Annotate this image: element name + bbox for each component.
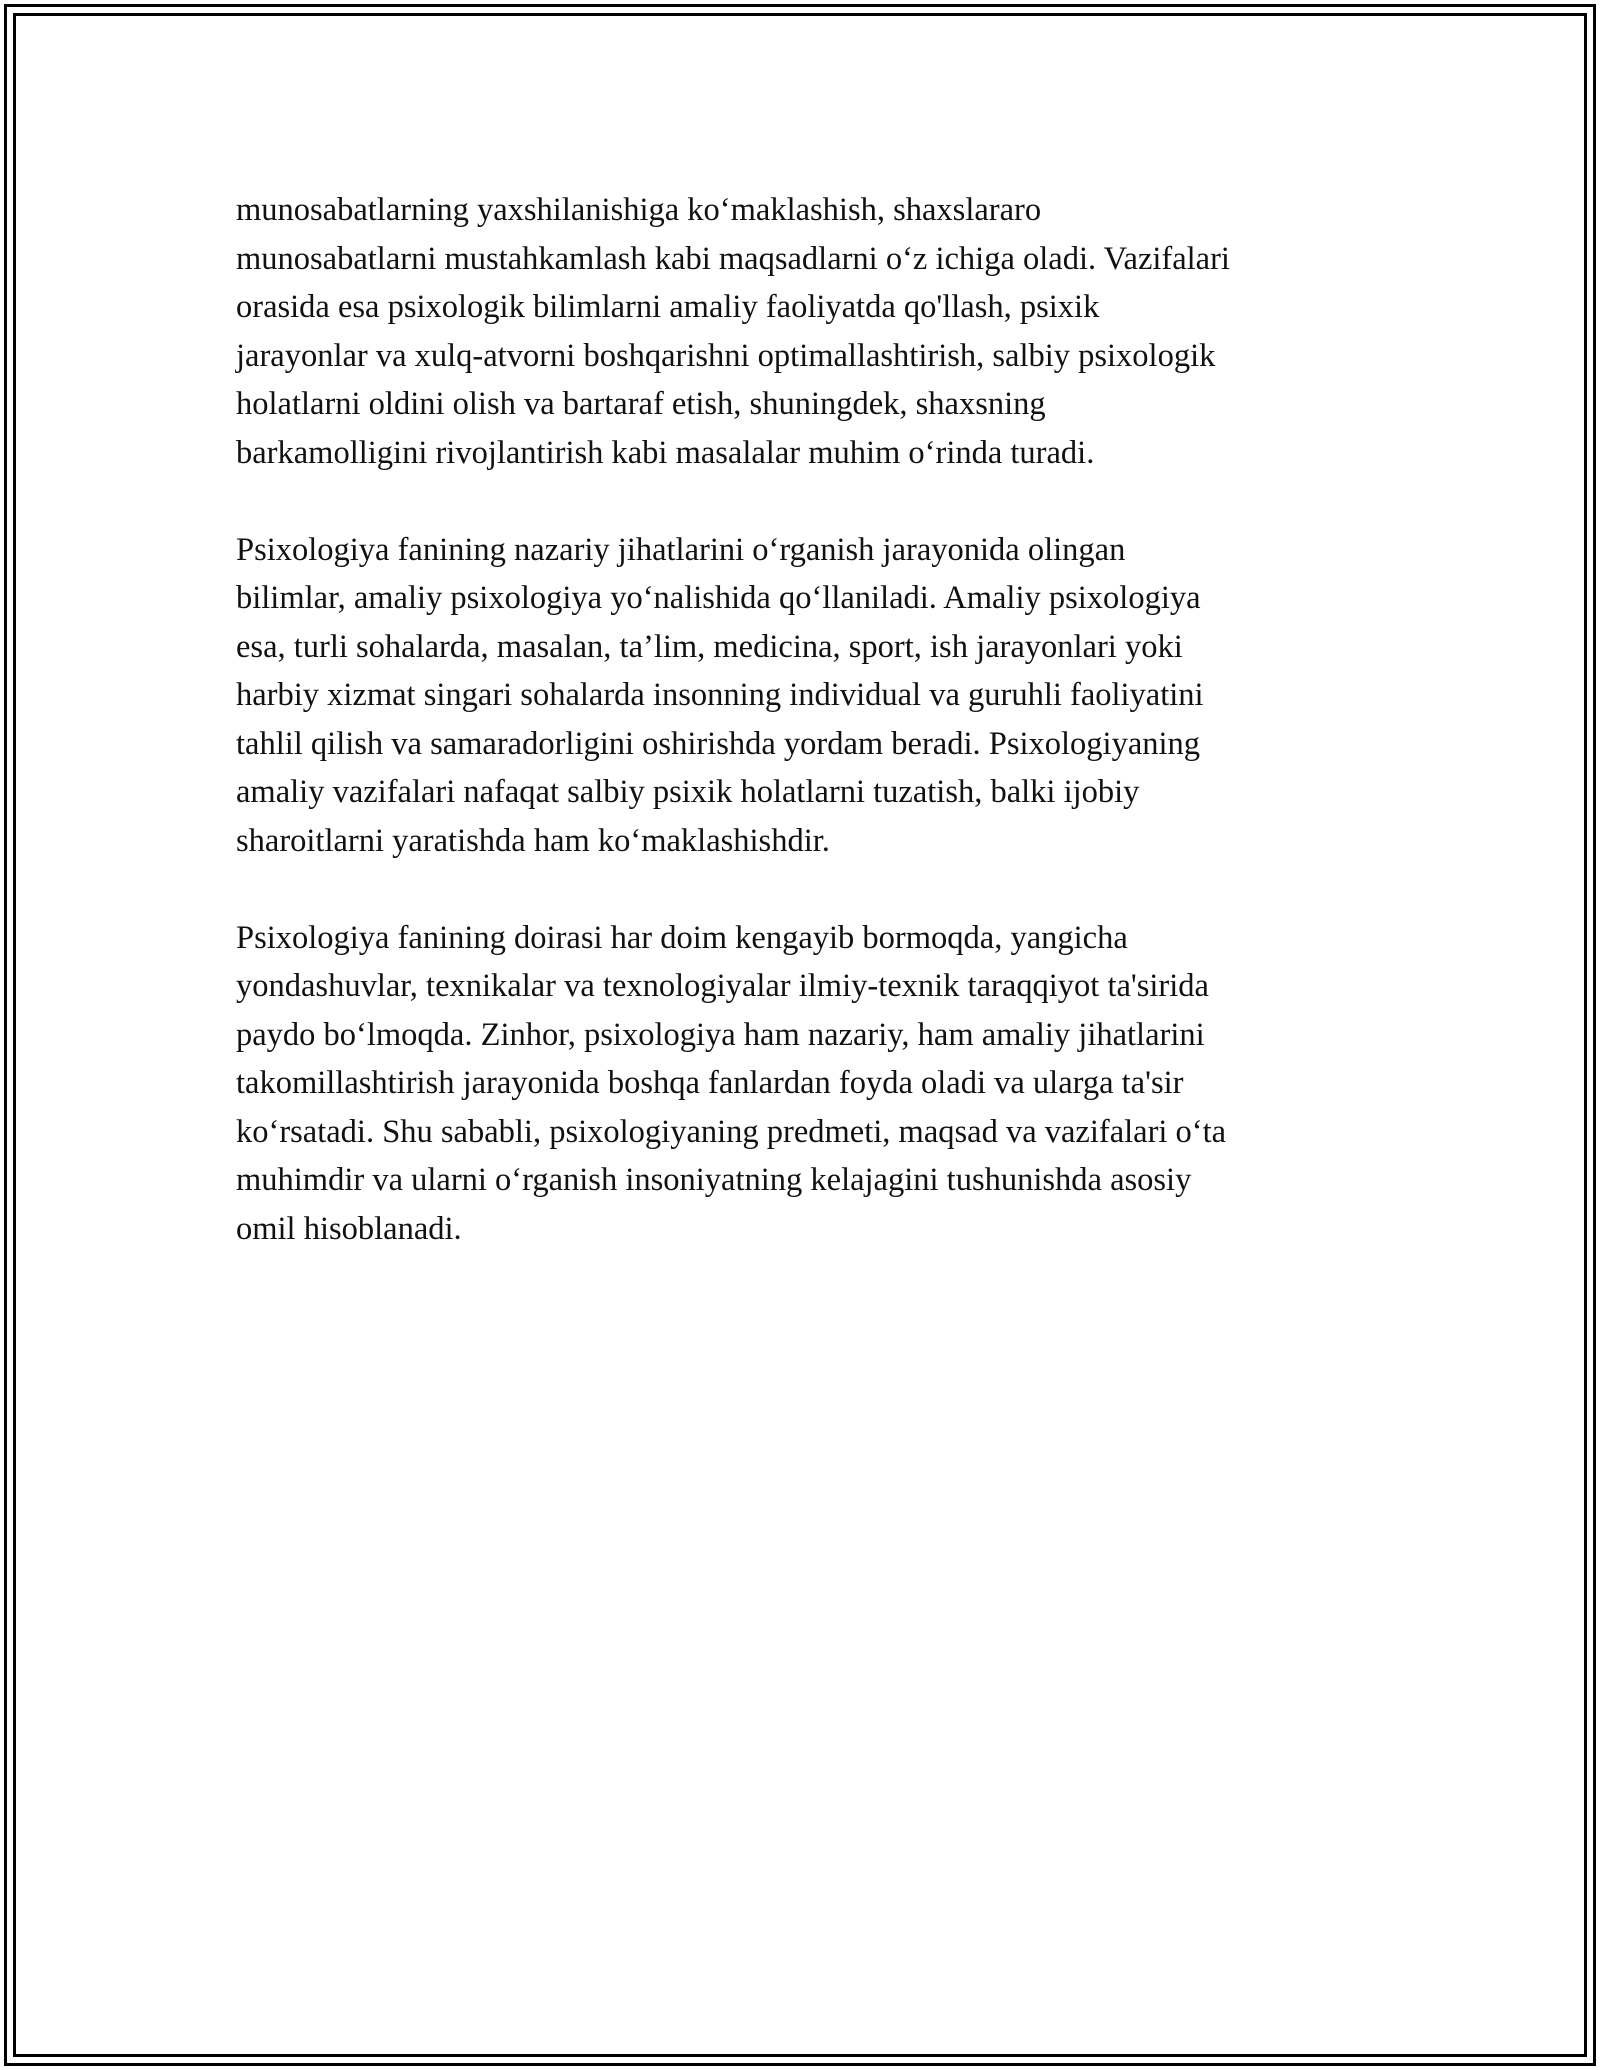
text-line: jarayonlar va xulq-atvorni boshqarishni optimallashtirish, salbiy psixologik <box>236 337 1216 374</box>
text-line: ko‘rsatadi. Shu sababli, psixologiyaning predmeti, maqsad va vazifalari o‘ta <box>236 1113 1227 1150</box>
text-line: Psixologiya fanining nazariy jihatlarini o‘rganish jarayonida olingan <box>236 531 1126 568</box>
text-line: sharoitlarni yaratishda ham ko‘maklashishdir. <box>236 822 830 859</box>
text-line: muhimdir va ularni o‘rganish insoniyatning kelajagini tushunishda asosiy <box>236 1162 1192 1198</box>
paragraph-3 <box>236 914 1366 1254</box>
text-line: munosabatlarni mustahkamlash kabi maqsadlarni o‘z ichiga oladi. Vazifalari <box>236 240 1230 277</box>
document-body <box>236 186 1366 1302</box>
text-line: takomillashtirish jarayonida boshqa fanlardan foyda oladi va ularga ta'sir <box>236 1065 1184 1101</box>
text-line: holatlarni oldini olish va bartaraf etish, shuningdek, shaxsning <box>236 386 1046 422</box>
paragraph-1 <box>236 186 1366 477</box>
text-line: munosabatlarning yaxshilanishiga ko‘maklashish, shaxslararo <box>236 192 1042 228</box>
text-line: paydo bo‘lmoqda. Zinhor, psixologiya ham nazariy, ham amaliy jihatlarini <box>236 1016 1205 1053</box>
text-line: omil hisoblanadi. <box>236 1210 462 1247</box>
text-line: amaliy vazifalari nafaqat salbiy psixik holatlarni tuzatish, balki ijobiy <box>236 774 1140 810</box>
text-line: barkamolligini rivojlantirish kabi masalalar muhim o‘rinda turadi. <box>236 434 1095 471</box>
text-line: esa, turli sohalarda, masalan, ta’lim, medicina, sport, ish jarayonlari yoki <box>236 628 1183 665</box>
text-line: orasida esa psixologik bilimlarni amaliy faoliyatda qo'llash, psixik <box>236 289 1100 325</box>
paragraph-2 <box>236 526 1366 866</box>
text-line: yondashuvlar, texnikalar va texnologiyalar ilmiy-texnik taraqqiyot ta'sirida <box>236 968 1209 1004</box>
text-line: bilimlar, amaliy psixologiya yo‘nalishida qo‘llaniladi. Amaliy psixologiya <box>236 580 1201 616</box>
text-line: harbiy xizmat singari sohalarda insonning individual va guruhli faoliyatini <box>236 677 1204 713</box>
text-line: tahlil qilish va samaradorligini oshirishda yordam beradi. Psixologiyaning <box>236 725 1201 762</box>
text-line: Psixologiya fanining doirasi har doim kengayib bormoqda, yangicha <box>236 919 1128 956</box>
